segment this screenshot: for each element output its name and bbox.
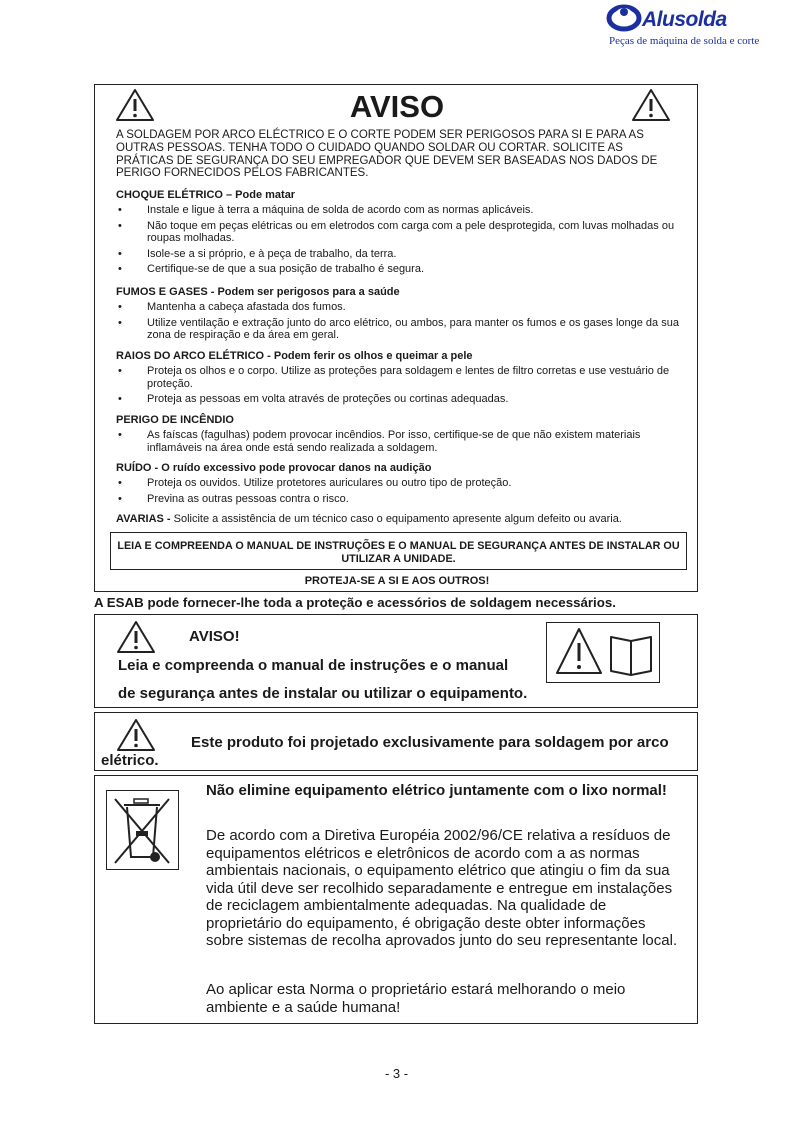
manual-warning-box [94,614,698,708]
alusolda-swirl-icon [606,2,642,34]
read-manual-icon [546,622,660,683]
disposal-paragraph: De acordo com a Diretiva Européia 2002/96/CE relativa a resíduos de equipamentos elétricos e eletrônicos de acordo com a as normas ambientais nacionais, o equipamento elétrico que atingiu o fim da sua vida útil deve ser recolhido separadamente e entregue em instalações de reciclagem ambientalmente adequadas. Na qualidade de proprietário do equipamento, é obrigação deste obter informações sobre sistemas de recolha aprovados junto do seu representante local. [206,827,678,949]
brand-name: Alusolda [642,8,727,31]
page-number: - 3 - [384,1066,409,1081]
section-heading: RUÍDO - O ruído excessivo pode provocar danos na audição [116,462,432,474]
section-heading: FUMOS E GASES - Podem ser perigosos para a saúde [116,286,400,298]
section-heading: RAIOS DO ARCO ELÉTRICO - Podem ferir os olhos e queimar a pele [116,350,473,362]
list-item: • Certifique-se de que a sua posição de trabalho é segura. [118,263,425,276]
section-fumes [116,286,686,342]
list-item: • As faíscas (fagulhas) podem provocar incêndios. Por isso, certifique-se de que não existem materiais inflamáveis na área onde está sendo realizada a soldagem. [118,429,641,454]
disposal-title: Não elimine equipamento elétrico juntamente com o lixo normal! [206,782,667,799]
brand-logo [600,2,790,50]
list-item: • Mantenha a cabeça afastada dos fumos. [118,301,346,314]
section-noise [116,462,686,505]
avarias-note: AVARIAS - Solicite a assistência de um técnico caso o equipamento apresente algum defeito ou avaria. [116,513,622,525]
warning-intro: A SOLDAGEM POR ARCO ELÉCTRICO E O CORTE PODEM SER PERIGOSOS PARA SI E PARA AS OUTRAS PESSOAS. TENHA TODO O CUIDADO QUANDO SOLDAR OU CORTAR. SOLICITE AS PRÁTICAS DE SEGURANÇA DO SEU EMPREGADOR QUE DEVEM SER BASEADAS NOS DADOS DE PERIGO FORNECIDOS PELOS FABRICANTES. [116,129,658,180]
manual-warning-title: AVISO! [189,628,240,645]
list-item: • Utilize ventilação e extração junto do arco elétrico, ou ambos, para manter os fumos e os gases longe da sua zona de respiração e da área em geral. [118,316,679,342]
list-item: • Isole-se a si próprio, e à peça de trabalho, da terra. [118,247,397,260]
product-note-box [94,712,698,771]
brand-tagline: Peças de máquina de solda e corte [609,35,760,47]
manual-warning-line1: Leia e compreenda o manual de instruções e o manual [118,657,509,674]
list-item: • Proteja as pessoas em volta através de proteções ou cortinas adequadas. [118,393,509,406]
list-item: • Previna as outras pessoas contra o risco. [118,492,349,505]
read-manual-box: LEIA E COMPREENDA O MANUAL DE INSTRUÇÕES E O MANUAL DE SEGURANÇA ANTES DE INSTALAR OU UTILIZAR A UNIDADE. [110,532,687,570]
protect-yourself-note: PROTEJA-SE A SI E AOS OUTROS! [304,575,490,587]
esab-note: A ESAB pode fornecer-lhe toda a proteção e acessórios de soldagem necessários. [94,595,616,610]
crossed-bin-icon [106,790,179,870]
disposal-box [94,775,698,1024]
safety-warning-box [94,84,698,592]
disposal-paragraph: Ao aplicar esta Norma o proprietário estará melhorando o meio ambiente e a saúde humana! [206,981,626,1016]
list-item: • Proteja os ouvidos. Utilize protetores auriculares ou outro tipo de proteção. [118,477,512,490]
section-electric-shock [116,189,686,275]
list-item: • Instale e ligue à terra a máquina de solda de acordo com as normas aplicáveis. [118,204,534,217]
product-note-text: Este produto foi projetado exclusivamente para soldagem por arco elétrico. [101,734,669,769]
section-arc-rays [116,350,686,406]
section-heading: CHOQUE ELÉTRICO – Pode matar [116,189,296,201]
list-item: • Proteja os olhos e o corpo. Utilize as proteções para soldagem e lentes de filtro corretas e use vestuário de proteção. [118,365,670,390]
manual-warning-line2: de segurança antes de instalar ou utilizar o equipamento. [118,685,528,702]
warning-triangle-icon [116,620,156,654]
warning-title: AVISO [349,89,445,124]
section-heading: PERIGO DE INCÊNDIO [116,414,234,426]
list-item: • Não toque em peças elétricas ou em eletrodos com carga com a pele desprotegida, com luvas molhadas ou roupas molhadas. [118,219,675,245]
section-fire [116,414,686,454]
